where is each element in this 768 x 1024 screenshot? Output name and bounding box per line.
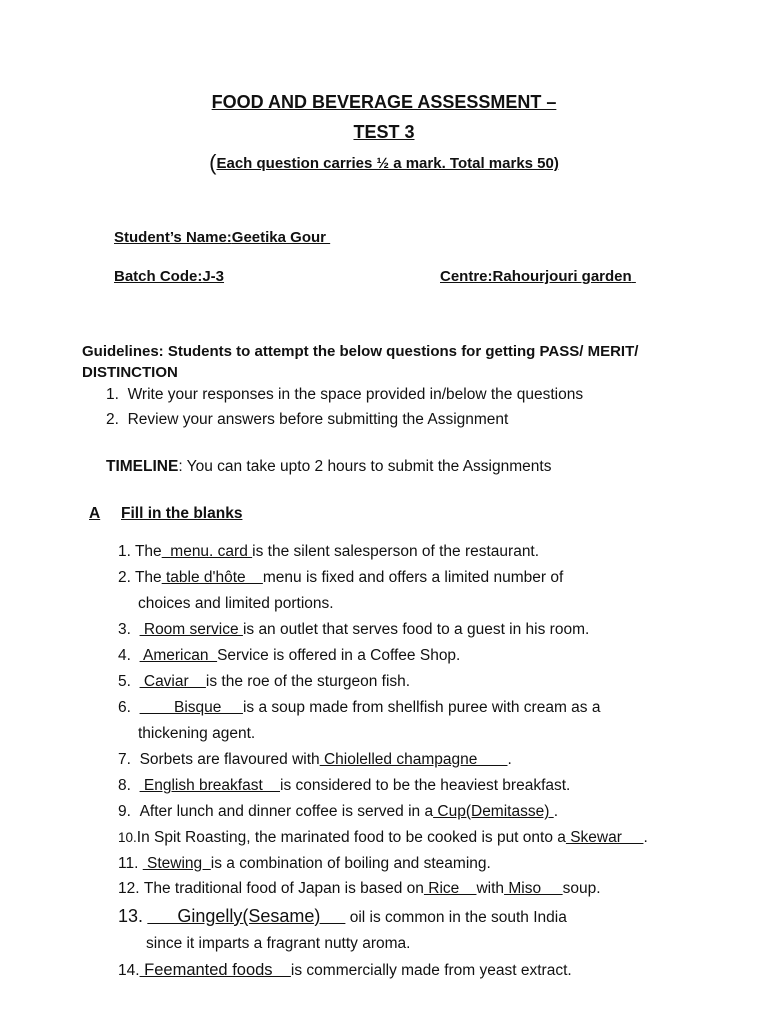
question-4: 4. American Service is offered in a Coffee Shop. bbox=[118, 647, 461, 664]
timeline bbox=[106, 458, 551, 476]
question-8: 8. English breakfast is considered to be the heaviest breakfast. bbox=[118, 777, 571, 794]
question-6: 6. Bisque is a soup made from shellfish puree with cream as a bbox=[118, 699, 601, 716]
question-3: 3. Room service is an outlet that serves food to a guest in his room. bbox=[118, 621, 590, 638]
student-name-label: Student’s Name: bbox=[114, 229, 232, 246]
batch-code-value: J-3 bbox=[202, 268, 225, 285]
answer-blank: Gingelly(Sesame) bbox=[147, 906, 346, 926]
question-1: 1. The menu. card is the silent salesperson of the restaurant. bbox=[118, 543, 540, 560]
marks-open-paren: ( bbox=[209, 150, 217, 175]
centre-label: Centre: bbox=[440, 268, 493, 285]
guidelines-heading-cont: DISTINCTION bbox=[82, 364, 178, 381]
answer-blank: Feemanted foods bbox=[139, 961, 291, 979]
answer-blank: Cup(Demitasse) bbox=[433, 803, 554, 820]
guidelines-heading: Guidelines: Students to attempt the below questions for getting PASS/ MERIT/ bbox=[82, 343, 639, 360]
marks-note bbox=[0, 150, 768, 176]
centre-field bbox=[440, 268, 636, 285]
answer-blank: table d'hôte bbox=[161, 569, 263, 586]
answer-blank: Caviar bbox=[139, 673, 206, 690]
question-2: 2. The table d'hôte menu is fixed and offers a limited number of bbox=[118, 569, 564, 586]
question-13: 13. Gingelly(Sesame) oil is common in the south India bbox=[118, 906, 567, 926]
question-5: 5. Caviar is the roe of the sturgeon fish. bbox=[118, 673, 411, 690]
student-name-field bbox=[114, 229, 330, 246]
timeline-label: TIMELINE bbox=[106, 458, 179, 475]
answer-blank: English breakfast bbox=[139, 777, 280, 794]
centre-value: Rahourjouri garden bbox=[492, 268, 632, 285]
answer-blank: Skewar bbox=[565, 829, 644, 846]
section-title: Fill in the blanks bbox=[121, 505, 243, 522]
question-12: 12. The traditional food of Japan is based on Rice with Miso soup. bbox=[118, 880, 601, 897]
guideline-item: 1. Write your responses in the space provided in/below the questions bbox=[106, 386, 584, 403]
title-line-1: FOOD AND BEVERAGE ASSESSMENT – bbox=[211, 92, 557, 112]
question-2-cont: choices and limited portions. bbox=[138, 595, 334, 612]
guideline-item: 2. Review your answers before submitting the Assignment bbox=[106, 411, 509, 428]
batch-code-label: Batch Code: bbox=[114, 268, 203, 285]
timeline-text: : You can take upto 2 hours to submit the Assignments bbox=[178, 458, 552, 475]
question-9: 9. After lunch and dinner coffee is served in a Cup(Demitasse) . bbox=[118, 803, 558, 820]
question-6-cont: thickening agent. bbox=[138, 725, 256, 742]
batch-code-field bbox=[114, 268, 224, 285]
student-name-value: Geetika Gour bbox=[231, 229, 326, 246]
answer-blank: Chiolelled champagne bbox=[319, 751, 508, 768]
answer-blank: Bisque bbox=[139, 699, 243, 716]
answer-blank: Rice bbox=[423, 880, 477, 897]
answer-blank: menu. card bbox=[161, 543, 253, 560]
question-11: 11. Stewing is a combination of boiling and steaming. bbox=[118, 855, 491, 872]
question-13-cont: since it imparts a fragrant nutty aroma. bbox=[146, 935, 411, 952]
answer-blank: Stewing bbox=[142, 855, 211, 872]
section-letter: A bbox=[89, 505, 101, 522]
title-line-2: TEST 3 bbox=[353, 122, 415, 142]
question-14: 14. Feemanted foods is commercially made from yeast extract. bbox=[118, 961, 572, 979]
answer-blank: Miso bbox=[504, 880, 563, 897]
answer-blank: Room service bbox=[139, 621, 243, 638]
answer-blank: American bbox=[139, 647, 218, 664]
question-7: 7. Sorbets are flavoured with Chiolelled champagne . bbox=[118, 751, 512, 768]
marks-text: Each question carries ½ a mark. Total marks 50) bbox=[216, 155, 559, 172]
question-10: 10.In Spit Roasting, the marinated food to be cooked is put onto a Skewar . bbox=[118, 829, 648, 846]
